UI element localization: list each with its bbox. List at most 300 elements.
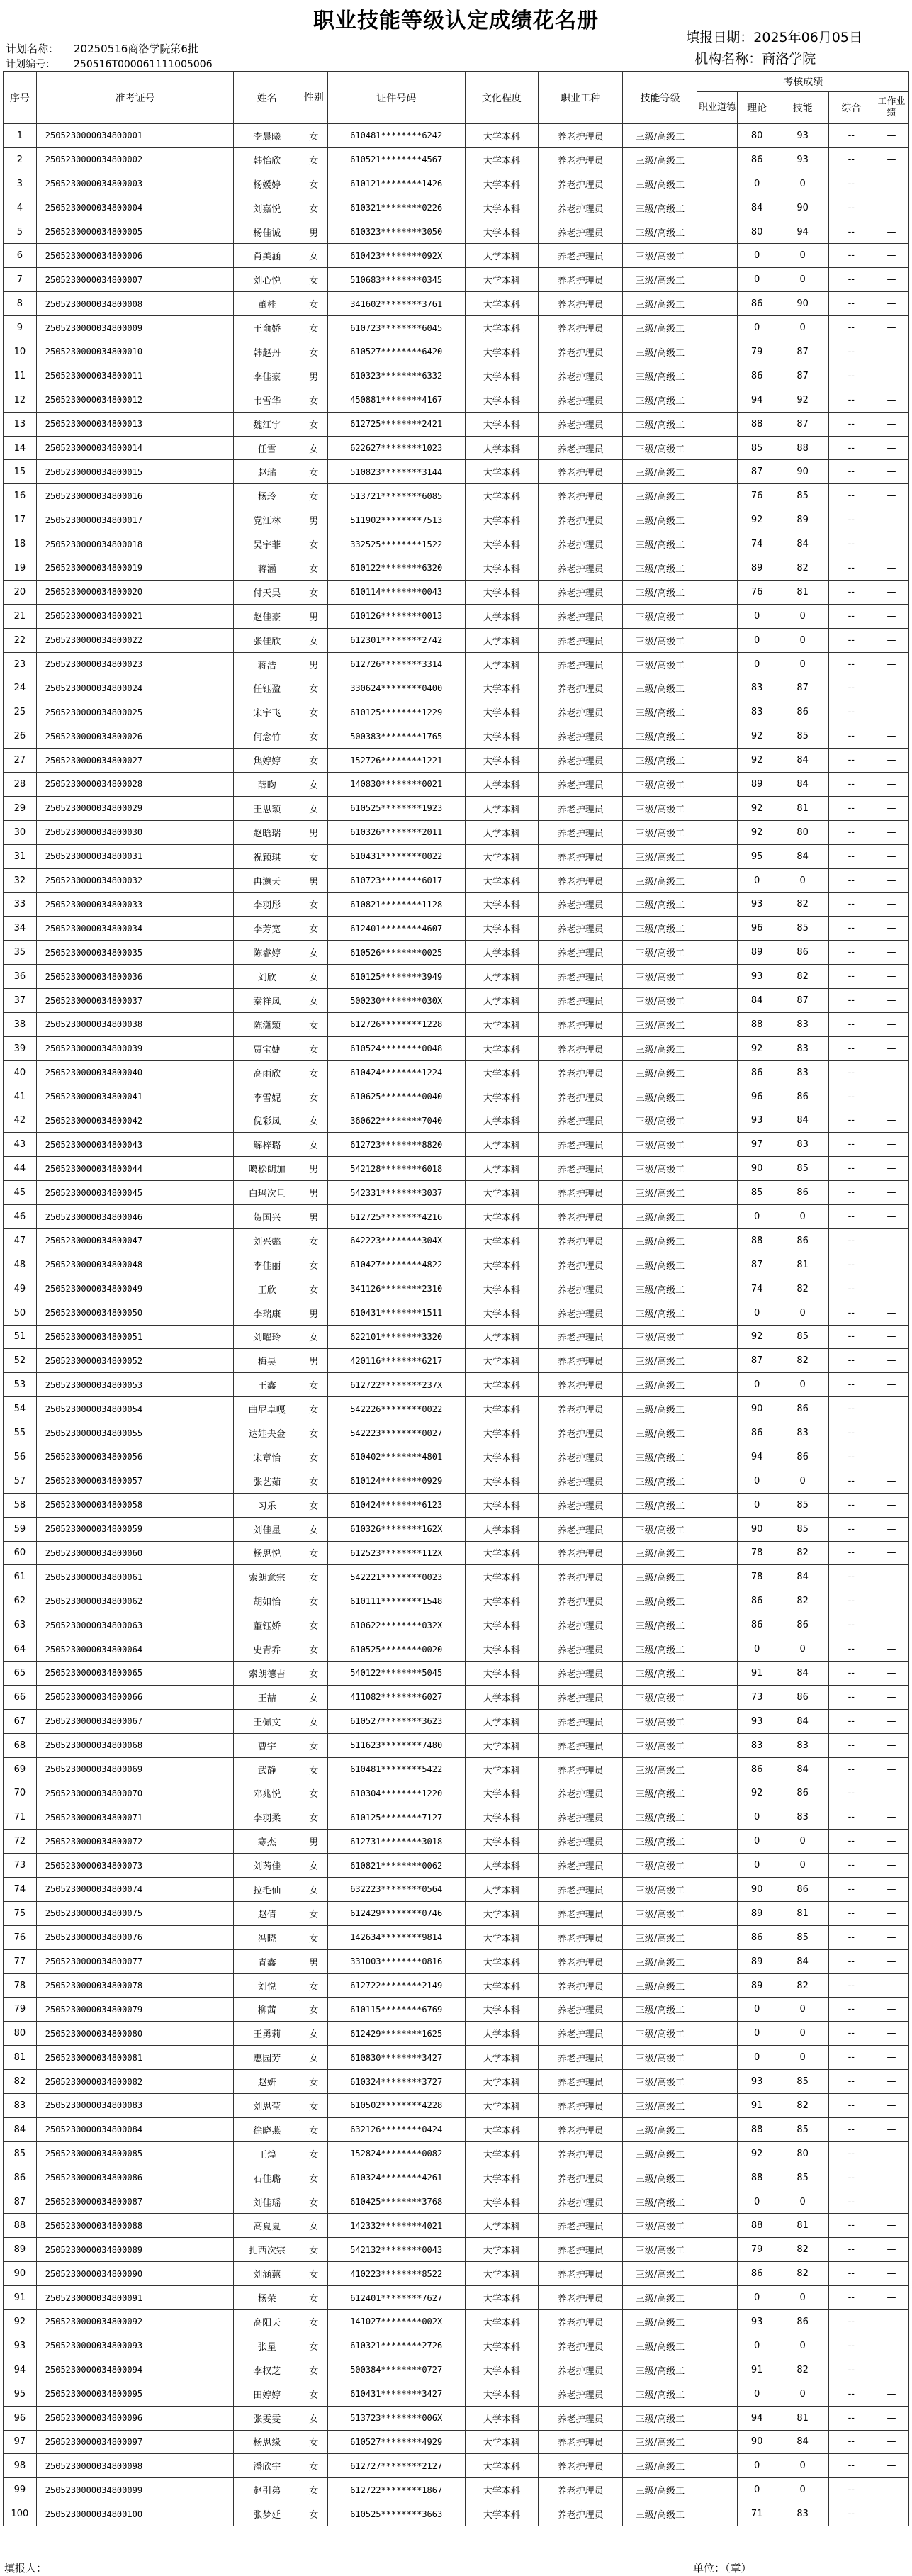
cell-occupation: 养老护理员: [538, 2046, 623, 2070]
cell-theory: 93: [737, 1109, 777, 1133]
cell-exam-id: 2505230000034800026: [36, 724, 234, 749]
cell-skill: 0: [777, 652, 828, 676]
cell-theory: 89: [737, 773, 777, 797]
table-row: [4, 2022, 909, 2046]
cell-overall: --: [828, 1060, 874, 1085]
cell-level: 三级/高级工: [623, 652, 697, 676]
cell-cert-id: 612429********0746: [327, 1901, 465, 1925]
cell-gender: 男: [300, 1830, 327, 1854]
cell-work: —: [874, 2310, 909, 2334]
cell-education: 大学本科: [465, 2166, 538, 2190]
cell-cert-id: 610323********3050: [327, 220, 465, 244]
cell-exam-id: 2505230000034800039: [36, 1036, 234, 1060]
cell-work: —: [874, 2190, 909, 2214]
cell-education: 大学本科: [465, 2238, 538, 2262]
cell-education: 大学本科: [465, 580, 538, 604]
cell-ethics: [697, 917, 737, 941]
cell-gender: 女: [300, 2190, 327, 2214]
cell-name: 任钰盈: [234, 676, 300, 700]
cell-occupation: 养老护理员: [538, 1541, 623, 1565]
cell-level: 三级/高级工: [623, 1925, 697, 1949]
cell-education: 大学本科: [465, 460, 538, 484]
cell-theory: 0: [737, 628, 777, 652]
cell-exam-id: 2505230000034800057: [36, 1469, 234, 1493]
cell-overall: --: [828, 532, 874, 556]
cell-name: 焦婷婷: [234, 749, 300, 773]
cell-overall: --: [828, 844, 874, 868]
cell-skill: 82: [777, 2238, 828, 2262]
table-row: [4, 124, 909, 148]
cell-skill: 82: [777, 965, 828, 989]
cell-theory: 0: [737, 1493, 777, 1517]
cell-education: 大学本科: [465, 676, 538, 700]
cell-occupation: 养老护理员: [538, 1325, 623, 1349]
cell-occupation: 养老护理员: [538, 1469, 623, 1493]
cell-no: 85: [4, 2141, 37, 2166]
cell-level: 三级/高级工: [623, 124, 697, 148]
header-name: 姓名: [234, 72, 300, 124]
table-row: [4, 773, 909, 797]
cell-gender: 女: [300, 1421, 327, 1445]
cell-work: —: [874, 652, 909, 676]
table-row: [4, 532, 909, 556]
cell-overall: --: [828, 652, 874, 676]
cell-occupation: 养老护理员: [538, 676, 623, 700]
cell-gender: 女: [300, 1925, 327, 1949]
cell-overall: --: [828, 388, 874, 412]
cell-overall: --: [828, 1925, 874, 1949]
cell-occupation: 养老护理员: [538, 749, 623, 773]
cell-education: 大学本科: [465, 2382, 538, 2406]
cell-cert-id: 500383********1765: [327, 724, 465, 749]
cell-skill: 86: [777, 1085, 828, 1109]
cell-ethics: [697, 1589, 737, 1613]
cell-gender: 女: [300, 724, 327, 749]
cell-level: 三级/高级工: [623, 196, 697, 220]
cell-skill: 84: [777, 2430, 828, 2454]
cell-level: 三级/高级工: [623, 1397, 697, 1421]
cell-gender: 男: [300, 1181, 327, 1205]
cell-education: 大学本科: [465, 1589, 538, 1613]
cell-level: 三级/高级工: [623, 2141, 697, 2166]
cell-ethics: [697, 820, 737, 844]
cell-occupation: 养老护理员: [538, 2430, 623, 2454]
cell-name: 高夏夏: [234, 2214, 300, 2238]
cell-ethics: [697, 1709, 737, 1733]
cell-education: 大学本科: [465, 1878, 538, 1902]
org-name: 机构名称：商洛学院: [694, 51, 816, 67]
table-row: [4, 580, 909, 604]
cell-occupation: 养老护理员: [538, 965, 623, 989]
plan-code: 250516T000061111005006: [74, 59, 213, 70]
cell-skill: 87: [777, 989, 828, 1013]
cell-theory: 0: [737, 268, 777, 292]
cell-ethics: [697, 2214, 737, 2238]
cell-cert-id: 610821********1128: [327, 892, 465, 917]
cell-work: —: [874, 1709, 909, 1733]
cell-exam-id: 2505230000034800003: [36, 172, 234, 196]
cell-cert-id: 612523********112X: [327, 1541, 465, 1565]
header-occupation: 职业工种: [538, 72, 623, 124]
cell-education: 大学本科: [465, 172, 538, 196]
cell-overall: --: [828, 1805, 874, 1830]
cell-education: 大学本科: [465, 2454, 538, 2478]
cell-theory: 89: [737, 1901, 777, 1925]
cell-overall: --: [828, 2166, 874, 2190]
cell-overall: --: [828, 2214, 874, 2238]
cell-skill: 85: [777, 2070, 828, 2094]
cell-name: 倪彩凤: [234, 1109, 300, 1133]
cell-skill: 0: [777, 2454, 828, 2478]
cell-work: —: [874, 844, 909, 868]
cell-skill: 80: [777, 820, 828, 844]
plan-name-line: [6, 41, 213, 57]
cell-ethics: [697, 989, 737, 1013]
cell-overall: --: [828, 1349, 874, 1373]
cell-exam-id: 2505230000034800001: [36, 124, 234, 148]
cell-name: 青鑫: [234, 1949, 300, 1973]
cell-no: 22: [4, 628, 37, 652]
table-row: [4, 2454, 909, 2478]
cell-occupation: 养老护理员: [538, 1228, 623, 1253]
cell-no: 31: [4, 844, 37, 868]
cell-level: 三级/高级工: [623, 2262, 697, 2286]
cell-overall: --: [828, 1445, 874, 1469]
cell-work: —: [874, 1901, 909, 1925]
cell-exam-id: 2505230000034800068: [36, 1733, 234, 1757]
cell-cert-id: 610527********6420: [327, 340, 465, 364]
cell-ethics: [697, 388, 737, 412]
cell-skill: 85: [777, 1157, 828, 1181]
table-row: [4, 1541, 909, 1565]
cell-no: 5: [4, 220, 37, 244]
cell-exam-id: 2505230000034800095: [36, 2382, 234, 2406]
cell-cert-id: 610524********0048: [327, 1036, 465, 1060]
cell-no: 19: [4, 556, 37, 581]
cell-ethics: [697, 124, 737, 148]
cell-level: 三级/高级工: [623, 2310, 697, 2334]
cell-work: —: [874, 1878, 909, 1902]
cell-education: 大学本科: [465, 412, 538, 436]
cell-work: —: [874, 1517, 909, 1541]
cell-no: 48: [4, 1253, 37, 1277]
cell-exam-id: 2505230000034800013: [36, 412, 234, 436]
cell-work: —: [874, 1757, 909, 1781]
cell-ethics: [697, 2430, 737, 2454]
cell-occupation: 养老护理员: [538, 1733, 623, 1757]
cell-level: 三级/高级工: [623, 676, 697, 700]
cell-name: 王俞娇: [234, 316, 300, 340]
cell-theory: 92: [737, 749, 777, 773]
cell-exam-id: 2505230000034800064: [36, 1637, 234, 1662]
cell-occupation: 养老护理员: [538, 1277, 623, 1301]
cell-overall: --: [828, 2454, 874, 2478]
cell-occupation: 养老护理员: [538, 628, 623, 652]
cell-education: 大学本科: [465, 892, 538, 917]
cell-name: 李佳丽: [234, 1253, 300, 1277]
cell-cert-id: 642223********304X: [327, 1228, 465, 1253]
cell-no: 62: [4, 1589, 37, 1613]
cell-theory: 92: [737, 1036, 777, 1060]
cell-occupation: 养老护理员: [538, 508, 623, 532]
cell-exam-id: 2505230000034800061: [36, 1565, 234, 1589]
cell-work: —: [874, 628, 909, 652]
cell-no: 75: [4, 1901, 37, 1925]
cell-exam-id: 2505230000034800081: [36, 2046, 234, 2070]
cell-level: 三级/高级工: [623, 1830, 697, 1854]
cell-skill: 90: [777, 292, 828, 316]
cell-work: —: [874, 2358, 909, 2382]
cell-education: 大学本科: [465, 1012, 538, 1036]
cell-skill: 84: [777, 773, 828, 797]
cell-exam-id: 2505230000034800052: [36, 1349, 234, 1373]
cell-name: 刘欣: [234, 965, 300, 989]
cell-cert-id: 632223********0564: [327, 1878, 465, 1902]
cell-overall: --: [828, 1949, 874, 1973]
table-row: [4, 820, 909, 844]
cell-cert-id: 610321********2726: [327, 2334, 465, 2358]
table-row: [4, 1228, 909, 1253]
cell-exam-id: 2505230000034800060: [36, 1541, 234, 1565]
cell-education: 大学本科: [465, 1445, 538, 1469]
cell-overall: --: [828, 2358, 874, 2382]
cell-no: 33: [4, 892, 37, 917]
header-gender: 性别: [300, 72, 327, 124]
cell-cert-id: 511623********7480: [327, 1733, 465, 1757]
table-row: [4, 604, 909, 628]
cell-level: 三级/高级工: [623, 2358, 697, 2382]
table-header: [4, 72, 909, 124]
cell-theory: 87: [737, 1253, 777, 1277]
cell-gender: 女: [300, 1517, 327, 1541]
cell-ethics: [697, 1421, 737, 1445]
cell-level: 三级/高级工: [623, 1854, 697, 1878]
cell-work: —: [874, 1397, 909, 1421]
cell-theory: 80: [737, 220, 777, 244]
cell-exam-id: 2505230000034800069: [36, 1757, 234, 1781]
cell-theory: 0: [737, 2478, 777, 2502]
cell-gender: 女: [300, 1662, 327, 1686]
cell-no: 1: [4, 124, 37, 148]
cell-occupation: 养老护理员: [538, 220, 623, 244]
cell-occupation: 养老护理员: [538, 484, 623, 508]
cell-gender: 女: [300, 1901, 327, 1925]
cell-theory: 88: [737, 412, 777, 436]
table-row: [4, 2286, 909, 2310]
cell-overall: --: [828, 1830, 874, 1854]
cell-occupation: 养老护理员: [538, 989, 623, 1013]
cell-name: 扎西次宗: [234, 2238, 300, 2262]
cell-level: 三级/高级工: [623, 1205, 697, 1229]
cell-gender: 女: [300, 340, 327, 364]
cell-cert-id: 610431********3427: [327, 2382, 465, 2406]
cell-occupation: 养老护理员: [538, 1709, 623, 1733]
cell-skill: 0: [777, 1830, 828, 1854]
cell-gender: 女: [300, 1133, 327, 1157]
cell-ethics: [697, 652, 737, 676]
cell-education: 大学本科: [465, 292, 538, 316]
cell-exam-id: 2505230000034800041: [36, 1085, 234, 1109]
cell-no: 35: [4, 941, 37, 965]
cell-theory: 92: [737, 724, 777, 749]
cell-no: 8: [4, 292, 37, 316]
cell-occupation: 养老护理员: [538, 388, 623, 412]
cell-work: —: [874, 316, 909, 340]
cell-theory: 93: [737, 2310, 777, 2334]
cell-no: 72: [4, 1830, 37, 1854]
cell-occupation: 养老护理员: [538, 1133, 623, 1157]
cell-name: 寒杰: [234, 1830, 300, 1854]
table-row: [4, 1181, 909, 1205]
cell-level: 三级/高级工: [623, 2454, 697, 2478]
cell-occupation: 养老护理员: [538, 1901, 623, 1925]
cell-level: 三级/高级工: [623, 844, 697, 868]
cell-theory: 90: [737, 2430, 777, 2454]
cell-level: 三级/高级工: [623, 1469, 697, 1493]
cell-no: 23: [4, 652, 37, 676]
cell-theory: 87: [737, 460, 777, 484]
cell-work: —: [874, 340, 909, 364]
cell-overall: --: [828, 2334, 874, 2358]
cell-skill: 0: [777, 1373, 828, 1397]
cell-skill: 0: [777, 2190, 828, 2214]
cell-gender: 女: [300, 2022, 327, 2046]
cell-work: —: [874, 2238, 909, 2262]
cell-no: 45: [4, 1181, 37, 1205]
table-row: [4, 1421, 909, 1445]
cell-exam-id: 2505230000034800046: [36, 1205, 234, 1229]
cell-exam-id: 2505230000034800043: [36, 1133, 234, 1157]
cell-skill: 0: [777, 244, 828, 268]
cell-level: 三级/高级工: [623, 1733, 697, 1757]
cell-level: 三级/高级工: [623, 773, 697, 797]
cell-exam-id: 2505230000034800067: [36, 1709, 234, 1733]
cell-education: 大学本科: [465, 700, 538, 724]
cell-theory: 95: [737, 844, 777, 868]
cell-work: —: [874, 484, 909, 508]
cell-work: —: [874, 1157, 909, 1181]
cell-ethics: [697, 1349, 737, 1373]
cell-exam-id: 2505230000034800015: [36, 460, 234, 484]
cell-cert-id: 610431********0022: [327, 844, 465, 868]
cell-exam-id: 2505230000034800006: [36, 244, 234, 268]
cell-occupation: 养老护理员: [538, 2286, 623, 2310]
cell-skill: 0: [777, 2022, 828, 2046]
cell-theory: 0: [737, 2334, 777, 2358]
cell-education: 大学本科: [465, 2286, 538, 2310]
cell-cert-id: 610625********0040: [327, 1085, 465, 1109]
cell-name: 蒋浩: [234, 652, 300, 676]
cell-exam-id: 2505230000034800083: [36, 2094, 234, 2118]
cell-overall: --: [828, 244, 874, 268]
cell-occupation: 养老护理员: [538, 1925, 623, 1949]
cell-occupation: 养老护理员: [538, 316, 623, 340]
cell-name: 董桂: [234, 292, 300, 316]
cell-skill: 84: [777, 1757, 828, 1781]
cell-occupation: 养老护理员: [538, 2022, 623, 2046]
cell-gender: 女: [300, 556, 327, 581]
cell-work: —: [874, 460, 909, 484]
cell-education: 大学本科: [465, 749, 538, 773]
cell-theory: 74: [737, 532, 777, 556]
cell-ethics: [697, 749, 737, 773]
cell-gender: 女: [300, 1012, 327, 1036]
cell-ethics: [697, 1469, 737, 1493]
cell-gender: 女: [300, 941, 327, 965]
cell-level: 三级/高级工: [623, 436, 697, 460]
cell-name: 李芳宽: [234, 917, 300, 941]
cell-occupation: 养老护理员: [538, 412, 623, 436]
cell-gender: 女: [300, 532, 327, 556]
cell-occupation: 养老护理员: [538, 892, 623, 917]
cell-gender: 女: [300, 844, 327, 868]
cell-cert-id: 410223********8522: [327, 2262, 465, 2286]
cell-skill: 83: [777, 1421, 828, 1445]
cell-theory: 0: [737, 244, 777, 268]
fill-date: 填报日期：2025年06月05日: [686, 30, 862, 45]
cell-overall: --: [828, 1421, 874, 1445]
table-row: [4, 652, 909, 676]
cell-ethics: [697, 2141, 737, 2166]
cell-gender: 女: [300, 1469, 327, 1493]
cell-theory: 84: [737, 989, 777, 1013]
cell-no: 4: [4, 196, 37, 220]
cell-no: 76: [4, 1925, 37, 1949]
cell-overall: --: [828, 1781, 874, 1805]
cell-cert-id: 612725********4216: [327, 1205, 465, 1229]
cell-occupation: 养老护理员: [538, 1854, 623, 1878]
cell-theory: 94: [737, 1445, 777, 1469]
cell-level: 三级/高级工: [623, 1709, 697, 1733]
cell-work: —: [874, 965, 909, 989]
cell-skill: 82: [777, 2094, 828, 2118]
cell-education: 大学本科: [465, 2262, 538, 2286]
cell-name: 武静: [234, 1757, 300, 1781]
cell-work: —: [874, 1012, 909, 1036]
cell-level: 三级/高级工: [623, 1445, 697, 1469]
cell-education: 大学本科: [465, 1565, 538, 1589]
cell-occupation: 养老护理员: [538, 364, 623, 388]
cell-cert-id: 610527********3623: [327, 1709, 465, 1733]
cell-theory: 93: [737, 2070, 777, 2094]
cell-occupation: 养老护理员: [538, 1565, 623, 1589]
cell-gender: 男: [300, 1157, 327, 1181]
cell-no: 59: [4, 1517, 37, 1541]
cell-skill: 82: [777, 1541, 828, 1565]
cell-name: 徐晓燕: [234, 2117, 300, 2141]
table-row: [4, 220, 909, 244]
cell-exam-id: 2505230000034800017: [36, 508, 234, 532]
cell-overall: --: [828, 2046, 874, 2070]
cell-work: —: [874, 2117, 909, 2141]
cell-occupation: 养老护理员: [538, 556, 623, 581]
cell-theory: 71: [737, 2502, 777, 2526]
cell-education: 大学本科: [465, 1036, 538, 1060]
cell-education: 大学本科: [465, 2022, 538, 2046]
cell-level: 三级/高级工: [623, 1036, 697, 1060]
cell-level: 三级/高级工: [623, 2382, 697, 2406]
cell-cert-id: 511902********7513: [327, 508, 465, 532]
cell-name: 赵晗瑞: [234, 820, 300, 844]
cell-skill: 86: [777, 1613, 828, 1637]
cell-no: 12: [4, 388, 37, 412]
cell-theory: 76: [737, 484, 777, 508]
cell-cert-id: 542221********0023: [327, 1565, 465, 1589]
cell-education: 大学本科: [465, 2334, 538, 2358]
cell-name: 赵佳豪: [234, 604, 300, 628]
cell-gender: 女: [300, 892, 327, 917]
cell-skill: 83: [777, 1036, 828, 1060]
